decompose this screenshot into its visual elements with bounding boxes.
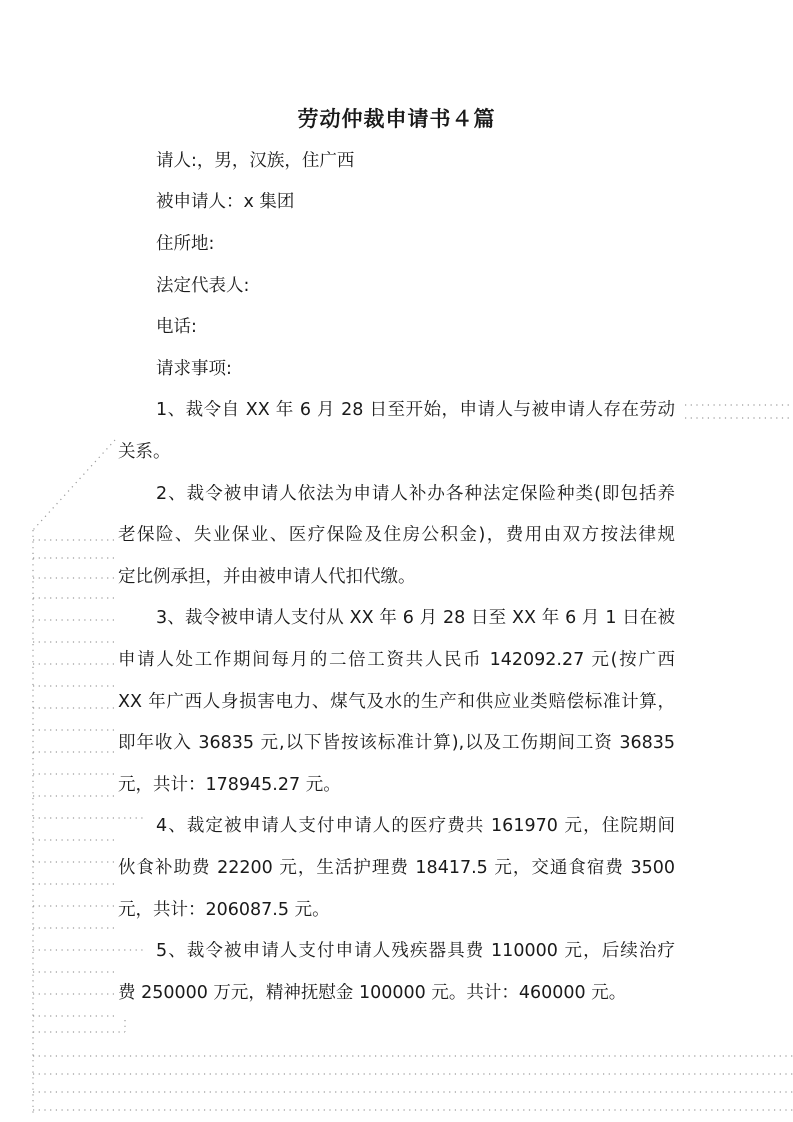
request-2-line-1: 2、裁令被申请人依法为申请人补办各种法定保险种类(即包括养 <box>156 484 675 504</box>
respondent-line: 被申请人：x 集团 <box>156 192 295 212</box>
request-3-line-1: 3、裁令被申请人支付从 XX 年 6 月 28 日至 XX 年 6 月 1 日在被 <box>156 608 675 628</box>
request-3-line-5: 元，共计：178945.27 元。 <box>118 775 341 795</box>
request-5-line-1: 5、裁令被申请人支付申请人残疾器具费 110000 元，后续治疗 <box>156 941 675 961</box>
request-3-line-4: 即年收入 36835 元,以下皆按该标准计算),以及工伤期间工资 36835 <box>118 733 675 753</box>
request-4-line-2: 伙食补助费 22200 元，生活护理费 18417.5 元，交通食宿费 3500 <box>118 858 675 878</box>
requests-heading: 请求事项: <box>156 359 232 379</box>
request-2-line-2: 老保险、失业保业、医疗保险及住房公积金)，费用由双方按法律规 <box>118 525 675 545</box>
request-3-line-3: XX 年广西人身损害电力、煤气及水的生产和供应业类赔偿标准计算， <box>118 692 675 712</box>
applicant-line: 请人:，男，汉族，住广西 <box>156 151 355 171</box>
request-2-line-3: 定比例承担，并由被申请人代扣代缴。 <box>118 567 416 587</box>
phone-line: 电话: <box>156 317 197 337</box>
request-4-line-3: 元，共计：206087.5 元。 <box>118 900 330 920</box>
address-line: 住所地: <box>156 234 215 254</box>
request-1-line-2: 关系。 <box>118 442 171 462</box>
request-3-line-2: 申请人处工作期间每月的二倍工资共人民币 142092.27 元(按广西 <box>118 650 675 670</box>
request-5-line-2: 费 250000 万元，精神抚慰金 100000 元。共计：460000 元。 <box>118 983 627 1003</box>
legal-representative-line: 法定代表人: <box>156 276 250 296</box>
document-title: 劳动仲裁申请书４篇 <box>297 107 496 131</box>
request-1-line-1: 1、裁令自 XX 年 6 月 28 日至开始，申请人与被申请人存在劳动 <box>156 400 675 420</box>
request-4-line-1: 4、裁定被申请人支付申请人的医疗费共 161970 元，住院期间 <box>156 816 675 836</box>
